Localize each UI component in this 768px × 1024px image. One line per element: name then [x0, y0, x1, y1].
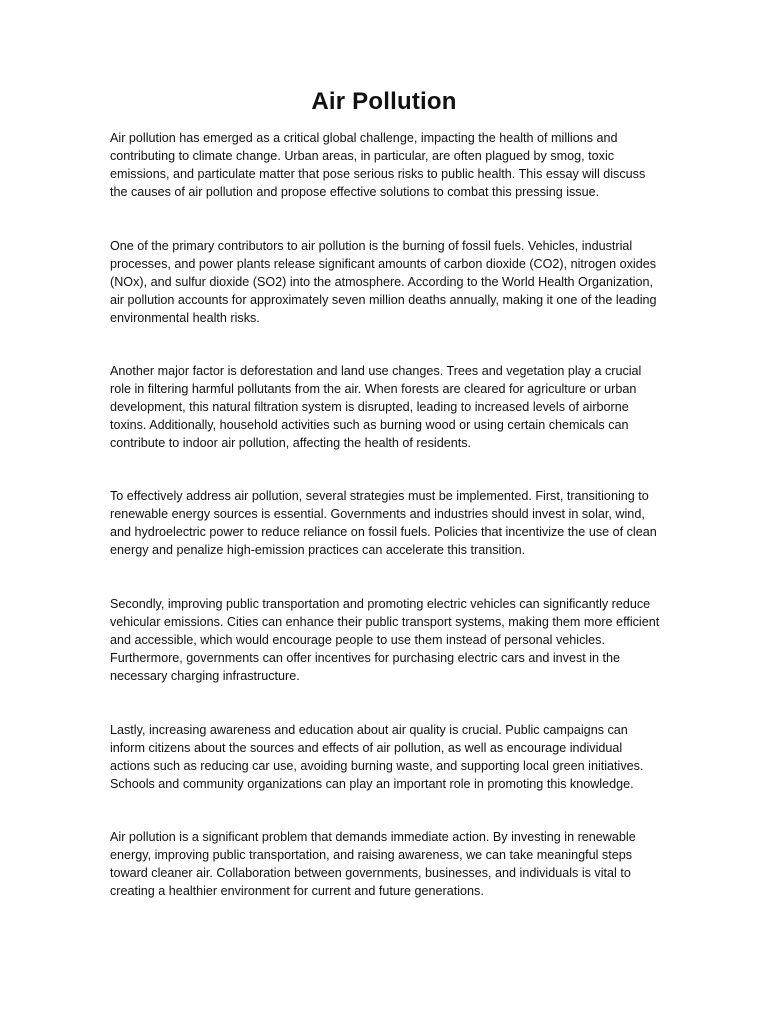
document-title: Air Pollution	[311, 88, 457, 115]
paragraph-introduction: Air pollution has emerged as a critical global challenge, impacting the health of millions and contributing to climate change. Urban areas, in particular, are often plagued by smog, toxic emissions, and particulate matter that pose serious risks to public health. This essay will discuss the causes of air pollution and propose effective solutions to combat this pressing issue.	[110, 131, 646, 199]
paragraph-renewable-energy: To effectively address air pollution, several strategies must be implemented. First, transitioning to renewable energy sources is essential. Governments and industries should invest in solar, wind, and hydroelectric power to reduce reliance on fossil fuels. Policies that incentivize the use of clean energy and penalize high-emission practices can accelerate this transition.	[110, 489, 657, 557]
paragraph-fossil-fuels: One of the primary contributors to air pollution is the burning of fossil fuels. Vehicles, industrial processes, and power plants release significant amounts of carbon dioxide (CO2), nitrogen oxides (NOx), and sulfur dioxide (SO2) into the atmosphere. According to the World Health Organization, air pollution accounts for approximately seven million deaths annually, making it one of the leading environmental health risks.	[110, 239, 657, 325]
paragraph-deforestation: Another major factor is deforestation and land use changes. Trees and vegetation play a crucial role in filtering harmful pollutants from the air. When forests are cleared for agriculture or urban development, this natural filtration system is disrupted, leading to increased levels of airborne toxins. Additionally, household activities such as burning wood or using certain chemicals can contribute to indoor air pollution, affecting the health of residents.	[110, 364, 642, 450]
paragraph-awareness-education: Lastly, increasing awareness and education about air quality is crucial. Public campaigns can inform citizens about the sources and effects of air pollution, as well as encourage individual actions such as reducing car use, avoiding burning waste, and supporting local green initiatives. Schools and community organizations can play an important role in promoting this knowledge.	[110, 723, 644, 791]
paragraph-public-transportation: Secondly, improving public transportation and promoting electric vehicles can significantly reduce vehicular emissions. Cities can enhance their public transport systems, making them more efficient and accessible, which would encourage people to use them instead of personal vehicles. Furthermore, governments can offer incentives for purchasing electric cars and invest in the necessary charging infrastructure.	[110, 597, 660, 683]
paragraph-conclusion: Air pollution is a significant problem that demands immediate action. By investing in renewable energy, improving public transportation, and raising awareness, we can take meaningful steps toward cleaner air. Collaboration between governments, businesses, and individuals is vital to creating a healthier environment for current and future generations.	[110, 830, 636, 898]
